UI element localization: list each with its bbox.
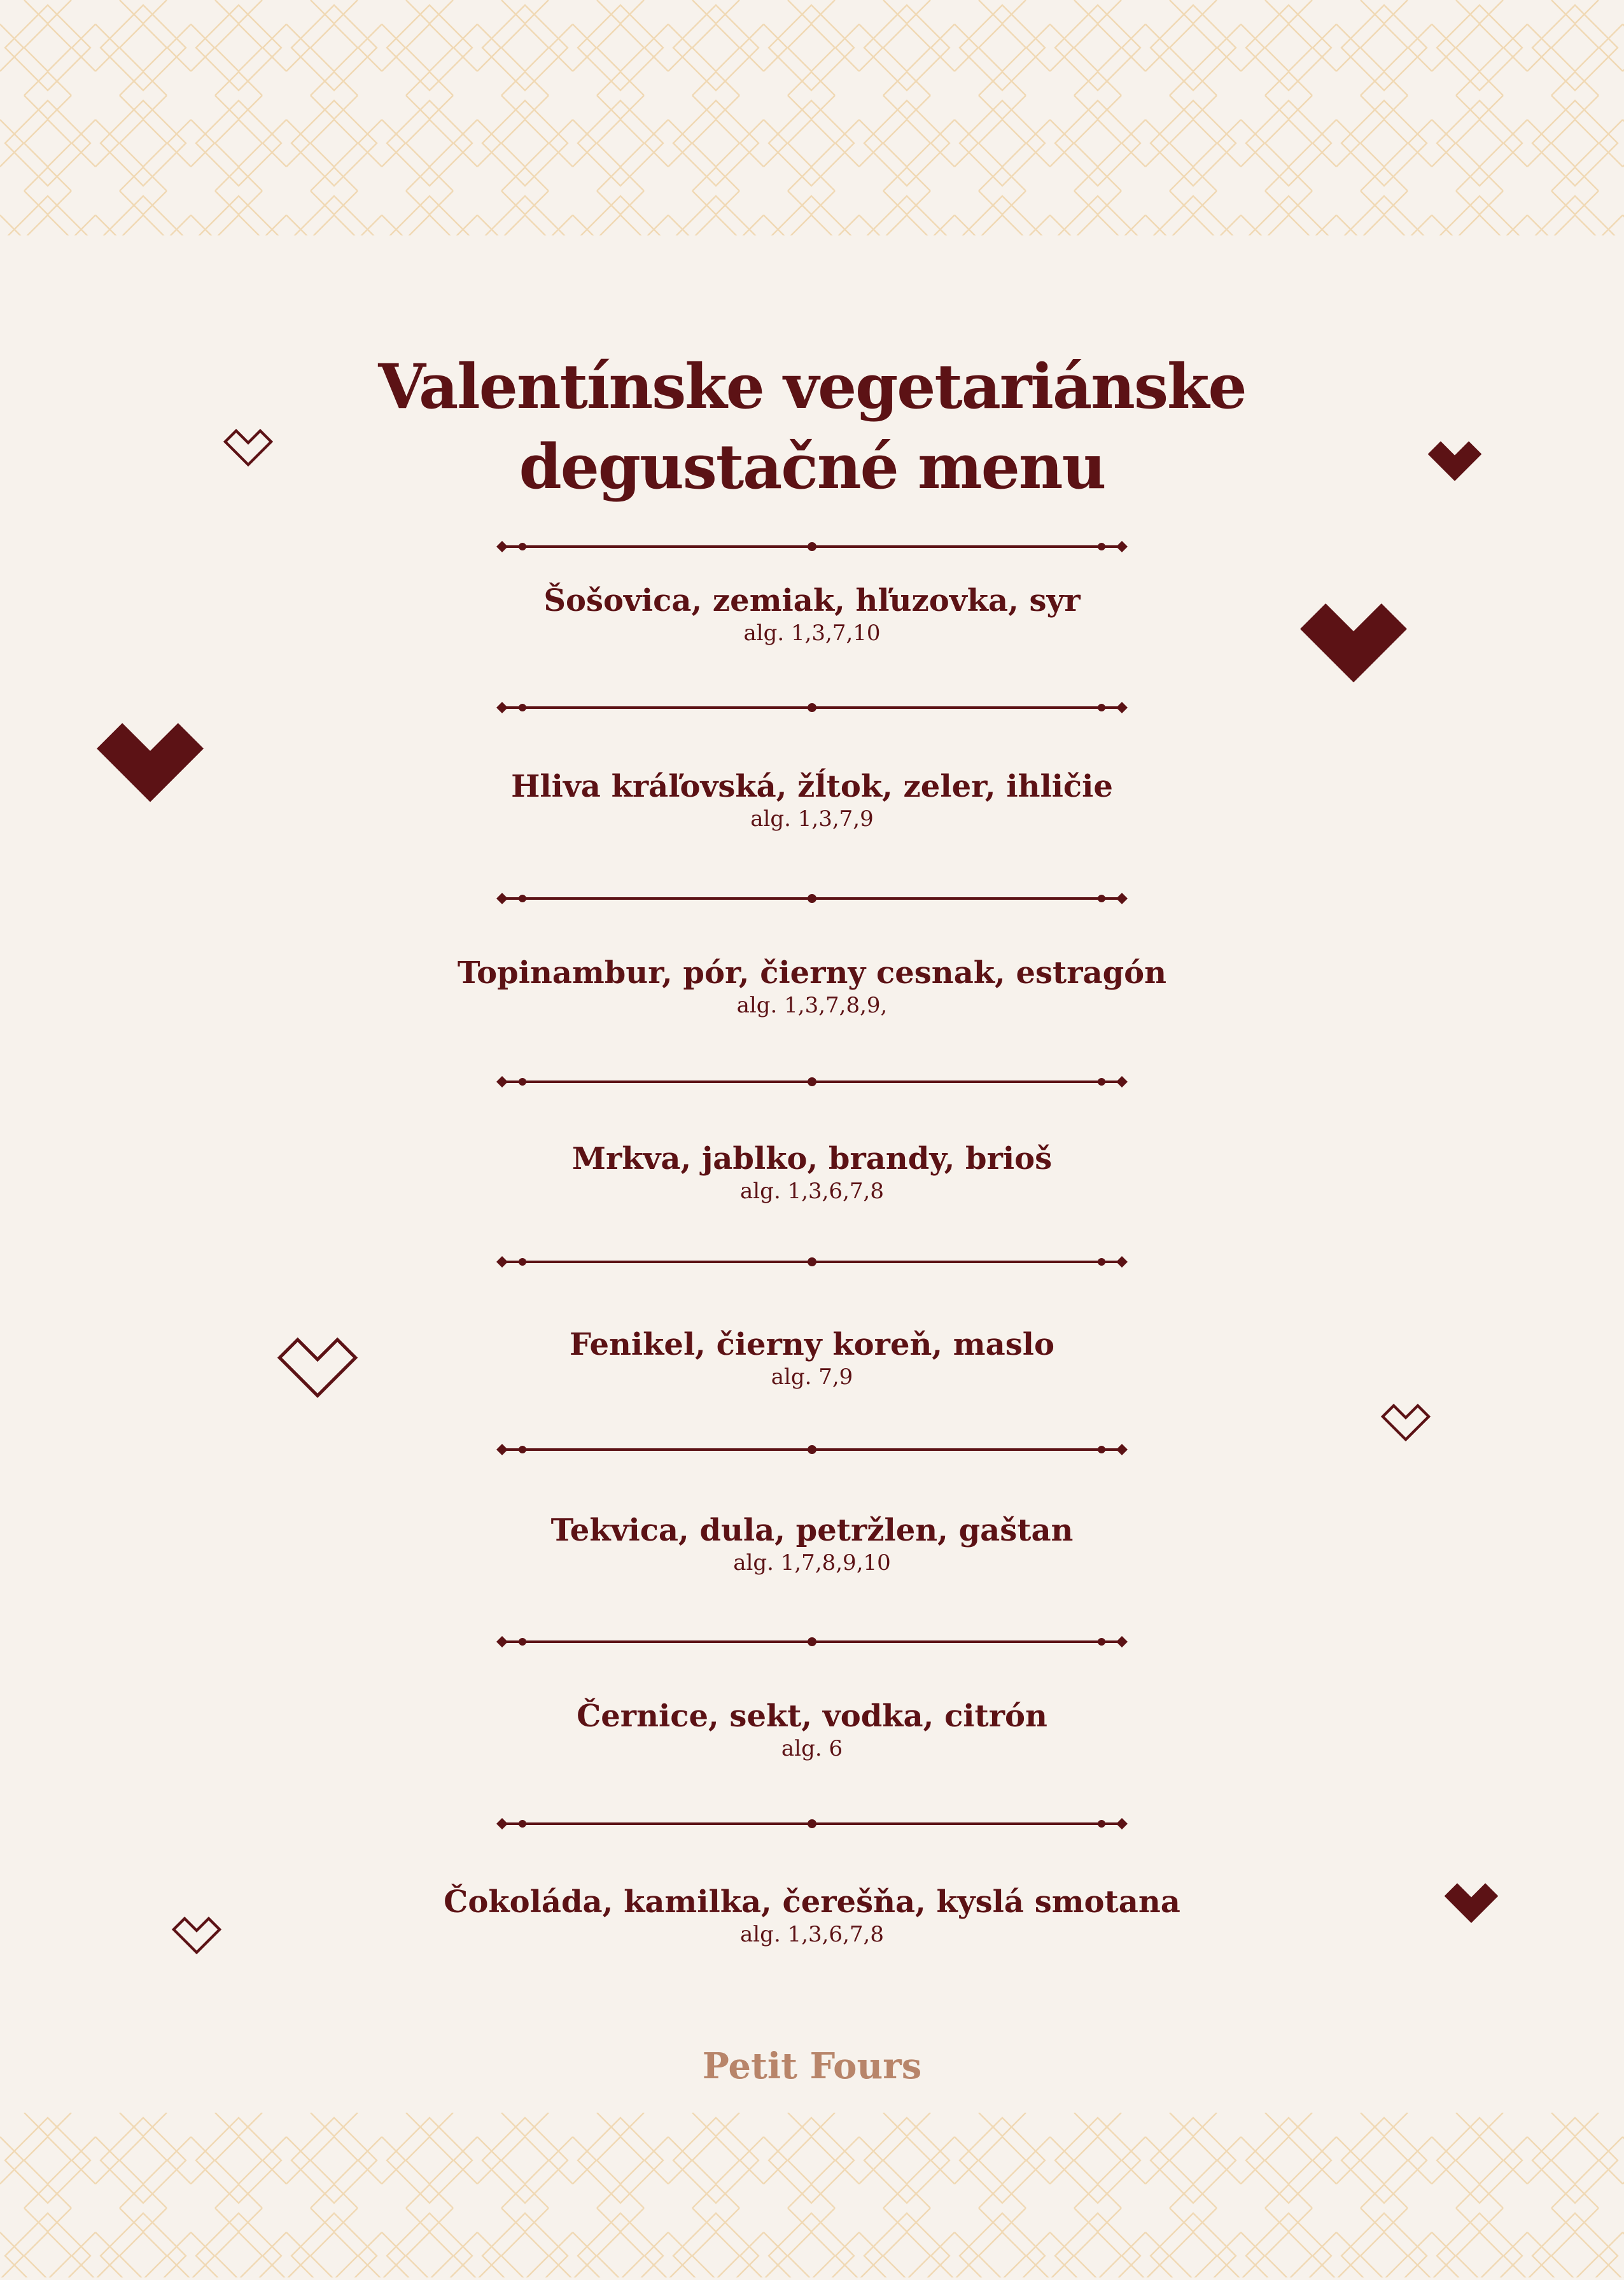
allergens: alg. 1,7,8,9,10 xyxy=(733,1550,891,1576)
menu-item xyxy=(0,1884,1624,1948)
dish-name: Tekvica, dula, petržlen, gaštan xyxy=(550,1513,1074,1548)
top-lattice-pattern xyxy=(0,0,1624,235)
ornament-divider xyxy=(494,1249,1130,1275)
allergens: alg. 1,3,7,10 xyxy=(743,620,881,646)
dish-name: Mrkva, jablko, brandy, brioš xyxy=(571,1141,1053,1177)
heart-icon xyxy=(1425,435,1484,482)
heart-icon xyxy=(92,711,209,804)
allergens: alg. 6 xyxy=(781,1736,843,1761)
ornament-divider xyxy=(494,1811,1130,1836)
menu-item xyxy=(0,1326,1624,1391)
ornament-divider xyxy=(494,695,1130,720)
menu-item xyxy=(0,1512,1624,1577)
bottom-lattice-pattern xyxy=(0,2113,1624,2277)
dish-name: Fenikel, čierny koreň, maslo xyxy=(570,1327,1054,1362)
ornament-divider xyxy=(494,1069,1130,1095)
allergens: alg. 1,3,7,8,9, xyxy=(736,993,888,1018)
allergens: alg. 7,9 xyxy=(771,1364,853,1390)
menu-item xyxy=(0,1698,1624,1763)
dish-name: Černice, sekt, vodka, citrón xyxy=(577,1698,1047,1734)
menu-item xyxy=(0,768,1624,833)
ornament-divider xyxy=(494,886,1130,911)
ornament-divider xyxy=(494,1437,1130,1462)
allergens: alg. 1,3,6,7,8 xyxy=(740,1178,884,1204)
ornament-divider xyxy=(494,534,1130,559)
heart-icon xyxy=(1378,1399,1433,1443)
heart-icon xyxy=(221,424,276,468)
menu-title-line1: Valentínske vegetariánske xyxy=(378,351,1246,423)
ornament-divider xyxy=(494,1629,1130,1654)
dish-name: Čokoláda, kamilka, čerešňa, kyslá smotana xyxy=(444,1884,1180,1920)
heart-icon xyxy=(169,1912,224,1956)
menu-title-line2: degustačné menu xyxy=(519,431,1105,503)
dish-name: Šošovica, zemiak, hľuzovka, syr xyxy=(543,583,1081,619)
dish-name: Topinambur, pór, čierny cesnak, estragón xyxy=(457,955,1167,991)
menu-item xyxy=(0,1140,1624,1205)
dish-name: Hliva kráľovská, žĺtok, zeler, ihličie xyxy=(511,769,1113,804)
heart-icon xyxy=(1295,592,1412,685)
allergens: alg. 1,3,7,9 xyxy=(750,806,874,832)
menu-item xyxy=(0,955,1624,1019)
brand-name: Petit Fours xyxy=(702,2045,922,2087)
heart-icon xyxy=(272,1329,363,1401)
heart-icon xyxy=(1442,1877,1501,1924)
allergens: alg. 1,3,6,7,8 xyxy=(740,1922,884,1947)
